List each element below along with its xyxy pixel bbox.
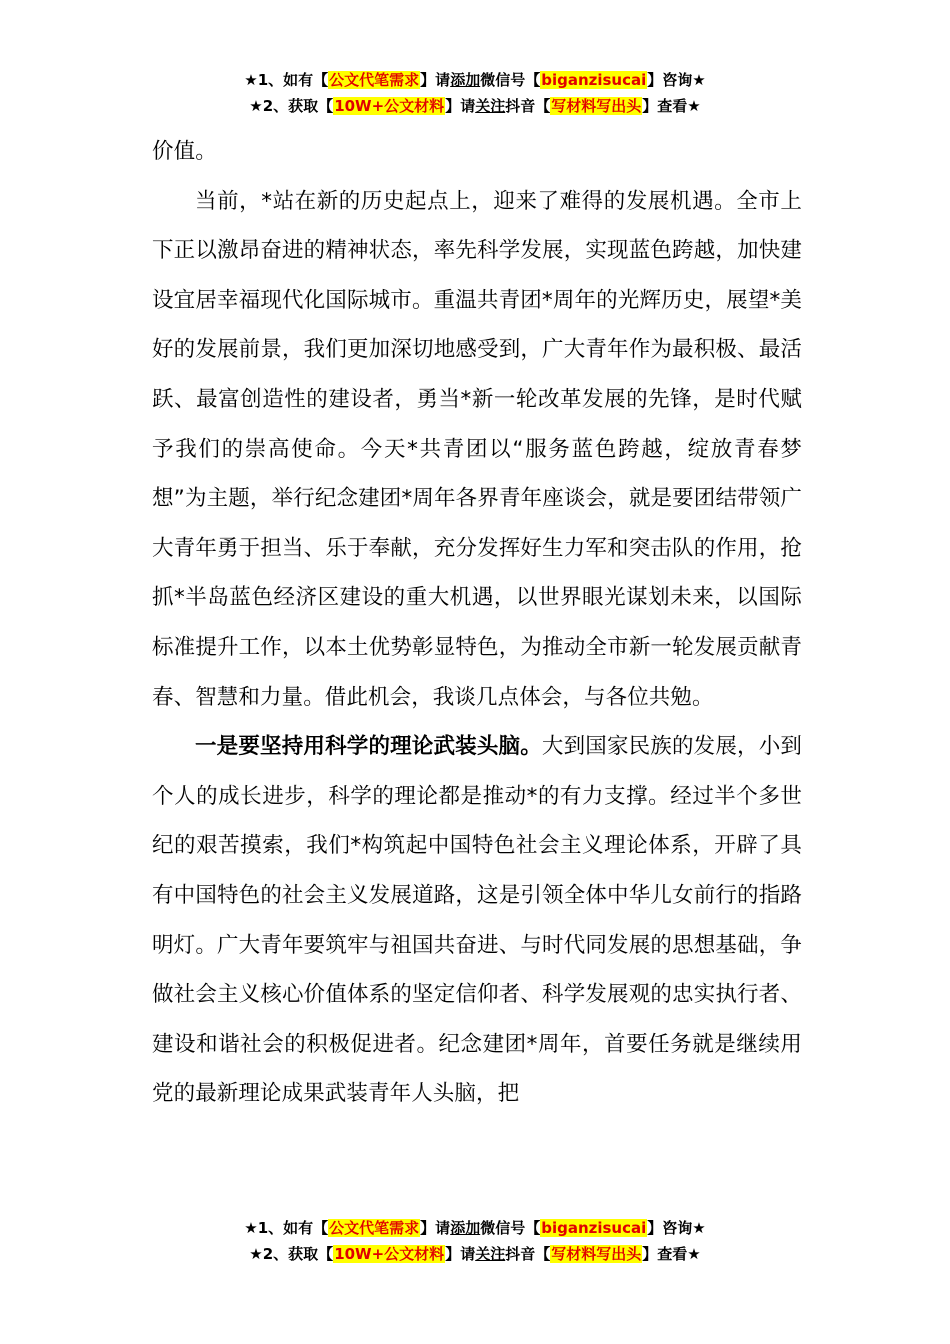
header-line-1: [0, 67, 950, 93]
header-line-2-text: 】查看★: [642, 97, 701, 115]
header-line-2: [0, 93, 950, 119]
footer-line-1-text: ★1、如有【: [244, 1219, 329, 1237]
footer-line-2-text: ★2、获取【: [249, 1245, 334, 1263]
footer-line-1: [0, 1215, 950, 1241]
header-banner: [0, 67, 950, 119]
footer-line-1-highlight-wechat: biganzisucai: [541, 1219, 647, 1237]
header-line-2-text: ★2、获取【: [249, 97, 334, 115]
header-line-1-text: 微信号【: [480, 71, 541, 89]
point-one-heading: 一是要坚持用科学的理论武装头脑。: [195, 734, 542, 760]
header-line-1-text: ★1、如有【: [244, 71, 329, 89]
header-line-1-text: 】请: [420, 71, 451, 89]
footer-line-2-text: 】请: [445, 1245, 476, 1263]
footer-line-1-text: 微信号【: [480, 1219, 541, 1237]
header-line-2-emphasis: 关注: [475, 97, 506, 115]
footer-line-1-emphasis: 添加: [450, 1219, 481, 1237]
header-line-1-highlight-service: 公文代笔需求: [329, 71, 420, 89]
footer-line-1-text: 】请: [420, 1219, 451, 1237]
header-line-2-text: 】请: [445, 97, 476, 115]
header-line-2-highlight-materials: 10W+公文材料: [334, 97, 445, 115]
header-line-1-highlight-wechat: biganzisucai: [541, 71, 647, 89]
footer-line-2-highlight-douyin: 写材料写出头: [551, 1245, 642, 1263]
header-line-2-highlight-douyin: 写材料写出头: [551, 97, 642, 115]
header-line-1-emphasis: 添加: [450, 71, 481, 89]
footer-banner: [0, 1215, 950, 1267]
document-body: [152, 127, 802, 1119]
paragraph-continuation: 价值。: [152, 139, 217, 164]
footer-line-2: [0, 1241, 950, 1267]
point-one-text: 大到国家民族的发展，小到个人的成长进步，科学的理论都是推动*的有力支撑。经过半个多世纪的艰苦摸索，我们*构筑起中国特色社会主义理论体系，开辟了具有中国特色的社会主义发展道路，这是引领全体中华儿女前行的指路明灯。广大青年要筑牢与祖国共奋进、与时代同发展的思想基础，争做社会主义核心价值体系的坚定信仰者、科学发展观的忠实执行者、建设和谐社会的积极促进者。纪念建团*周年，首要任务就是继续用党的最新理论成果武装青年人头脑，把: [152, 734, 802, 1107]
footer-line-2-text: 】查看★: [642, 1245, 701, 1263]
paragraph-opportunity: 当前，*站在新的历史起点上，迎来了难得的发展机遇。全市上下正以激昂奋进的精神状态，率先科学发展，实现蓝色跨越，加快建设宜居幸福现代化国际城市。重温共青团*周年的光辉历史，展望*美好的发展前景，我们更加深切地感受到，广大青年作为最积极、最活跃、最富创造性的建设者，勇当*新一轮改革发展的先锋，是时代赋予我们的崇高使命。今天*共青团以“服务蓝色跨越，绽放青春梦想”为主题，举行纪念建团*周年各界青年座谈会，就是要团结带领广大青年勇于担当、乐于奉献，充分发挥好生力军和突击队的作用，抢抓*半岛蓝色经济区建设的重大机遇，以世界眼光谋划未来，以国际标准提升工作，以本土优势彰显特色，为推动全市新一轮发展贡献青春、智慧和力量。借此机会，我谈几点体会，与各位共勉。: [152, 188, 802, 710]
footer-line-2-text: 抖音【: [505, 1245, 551, 1263]
footer-line-2-highlight-materials: 10W+公文材料: [334, 1245, 445, 1263]
footer-line-2-emphasis: 关注: [475, 1245, 506, 1263]
paragraph-point-one: [152, 722, 802, 1119]
footer-line-1-highlight-service: 公文代笔需求: [329, 1219, 420, 1237]
header-line-1-text: 】咨询★: [647, 71, 706, 89]
header-line-2-text: 抖音【: [505, 97, 551, 115]
footer-line-1-text: 】咨询★: [647, 1219, 706, 1237]
